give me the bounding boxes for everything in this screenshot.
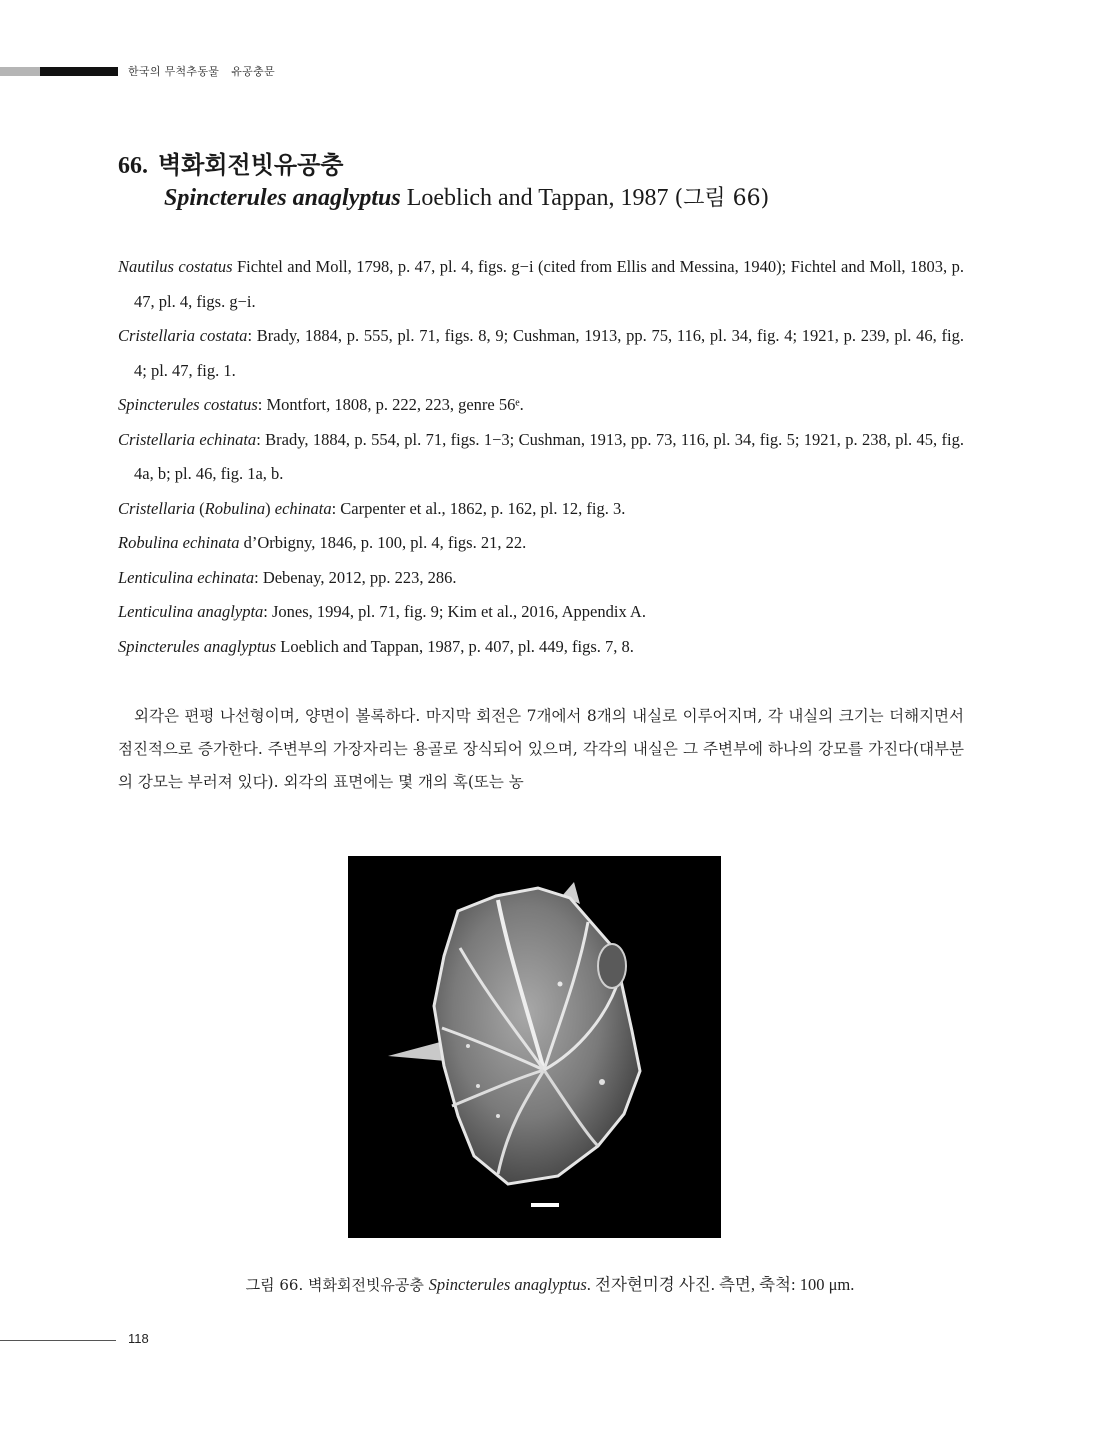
synonym-taxon: Robulina echinata [118,533,240,552]
running-head [128,63,275,79]
synonym-taxon-part: Robulina [204,498,266,518]
synonymy-entry [118,250,964,319]
synonymy-entry [118,319,964,388]
foraminifera-specimen-image [348,856,721,1238]
synonym-citation: Loeblich and Tappan, 1987, p. 407, pl. 449, figs. 7, 8. [276,636,634,656]
synonym-citation: : Brady, 1884, p. 554, pl. 71, figs. 1−3; Cushman, 1913, pp. 73, 116, pl. 34, fig. 5; 1921, p. 238, pl. 45, fig. 4a, b; pl. 46, fig. 1a, b. [134,429,964,483]
species-number: 66. [118,153,148,179]
scientific-name: Spincterules anaglyptus [164,185,401,211]
synonym-taxon-part: Cristellaria [118,498,196,518]
caption-prefix: 그림 66. 벽화회전빗유공충 [245,1276,429,1294]
running-head-volume: 유공충문 [231,65,275,78]
synonym-taxon: Spincterules anaglyptus [118,636,277,656]
korean-name: 벽화회전빗유공충 [158,150,344,179]
synonym-taxon-part: echinata [274,498,332,518]
page-number: 118 [128,1331,149,1346]
synonym-citation: : Carpenter et al., 1862, p. 162, pl. 12, fig. 3. [331,498,626,518]
caption-scientific-name: Spincterules anaglyptus [428,1275,587,1294]
synonymy-entry [118,423,964,492]
header-bar-light [0,67,40,76]
synonym-citation: d’Orbigny, 1846, p. 100, pl. 4, figs. 21, 22. [239,533,527,552]
synonym-citation: Fichtel and Moll, 1798, p. 47, pl. 4, figs. g−i (cited from Ellis and Messina, 1940); Fichtel and Moll, 1803, p. 47, pl. 4, figs. g−i. [134,257,964,311]
synonym-punctuation: ( [195,498,205,518]
authority: Loeblich and Tappan, 1987 [406,185,669,211]
synonymy-entry [118,492,964,527]
figure-caption [0,1271,1100,1295]
synonym-punctuation: ) [265,498,275,518]
synonym-taxon: Nautilus costatus [118,257,233,276]
synonymy-entry [118,526,964,561]
synonymy-entry [118,630,964,665]
synonym-citation: : Brady, 1884, p. 555, pl. 71, figs. 8, 9; Cushman, 1913, pp. 75, 116, pl. 34, fig. 4; 1921, p. 239, pl. 46, fig. 4; pl. 47, fig. 1. [134,326,964,380]
sem-photograph [348,856,721,1238]
synonym-taxon: Lenticulina anaglypta [118,602,264,621]
synonym-citation: : Debenay, 2012, pp. 223, 286. [254,567,457,587]
synonymy-entry [118,388,964,423]
synonymy-entry [118,561,964,596]
synonym-taxon: Lenticulina echinata [118,567,255,587]
figure-reference: (그림 66) [674,186,770,211]
synonym-taxon: Spincterules costatus [118,395,258,414]
species-title [118,150,978,216]
synonym-citation: : Montfort, 1808, p. 222, 223, genre 56ᵉ. [257,395,524,414]
synonym-taxon: Cristellaria costata [118,326,248,345]
title-line-scientific [164,181,978,216]
caption-suffix: . 전자현미경 사진. 측면, 축척: 100 μm. [586,1275,855,1294]
synonym-taxon: Cristellaria echinata [118,429,257,449]
synonym-citation: : Jones, 1994, pl. 71, fig. 9; Kim et al., 2016, Appendix A. [263,602,646,621]
footer-rule [0,1340,116,1341]
header-bar-dark [40,67,118,76]
synonymy-list [118,250,964,664]
running-head-book: 한국의 무척추동물 [128,65,220,78]
synonymy-entry [118,595,964,630]
description-paragraph: 외각은 편평 나선형이며, 양면이 볼록하다. 마지막 회전은 7개에서 8개의 내실로 이루어지며, 각 내실의 크기는 더해지면서 점진적으로 증가한다. 주변부의 가장자리는 용골로 장식되어 있으며, 각각의 내실은 그 주변부에 하나의 강모를 가진다(대부분의 강모는 부러져 있다). 외각의 표면에는 몇 개의 혹(또는 농 [118,707,964,791]
title-line-korean [118,150,978,181]
